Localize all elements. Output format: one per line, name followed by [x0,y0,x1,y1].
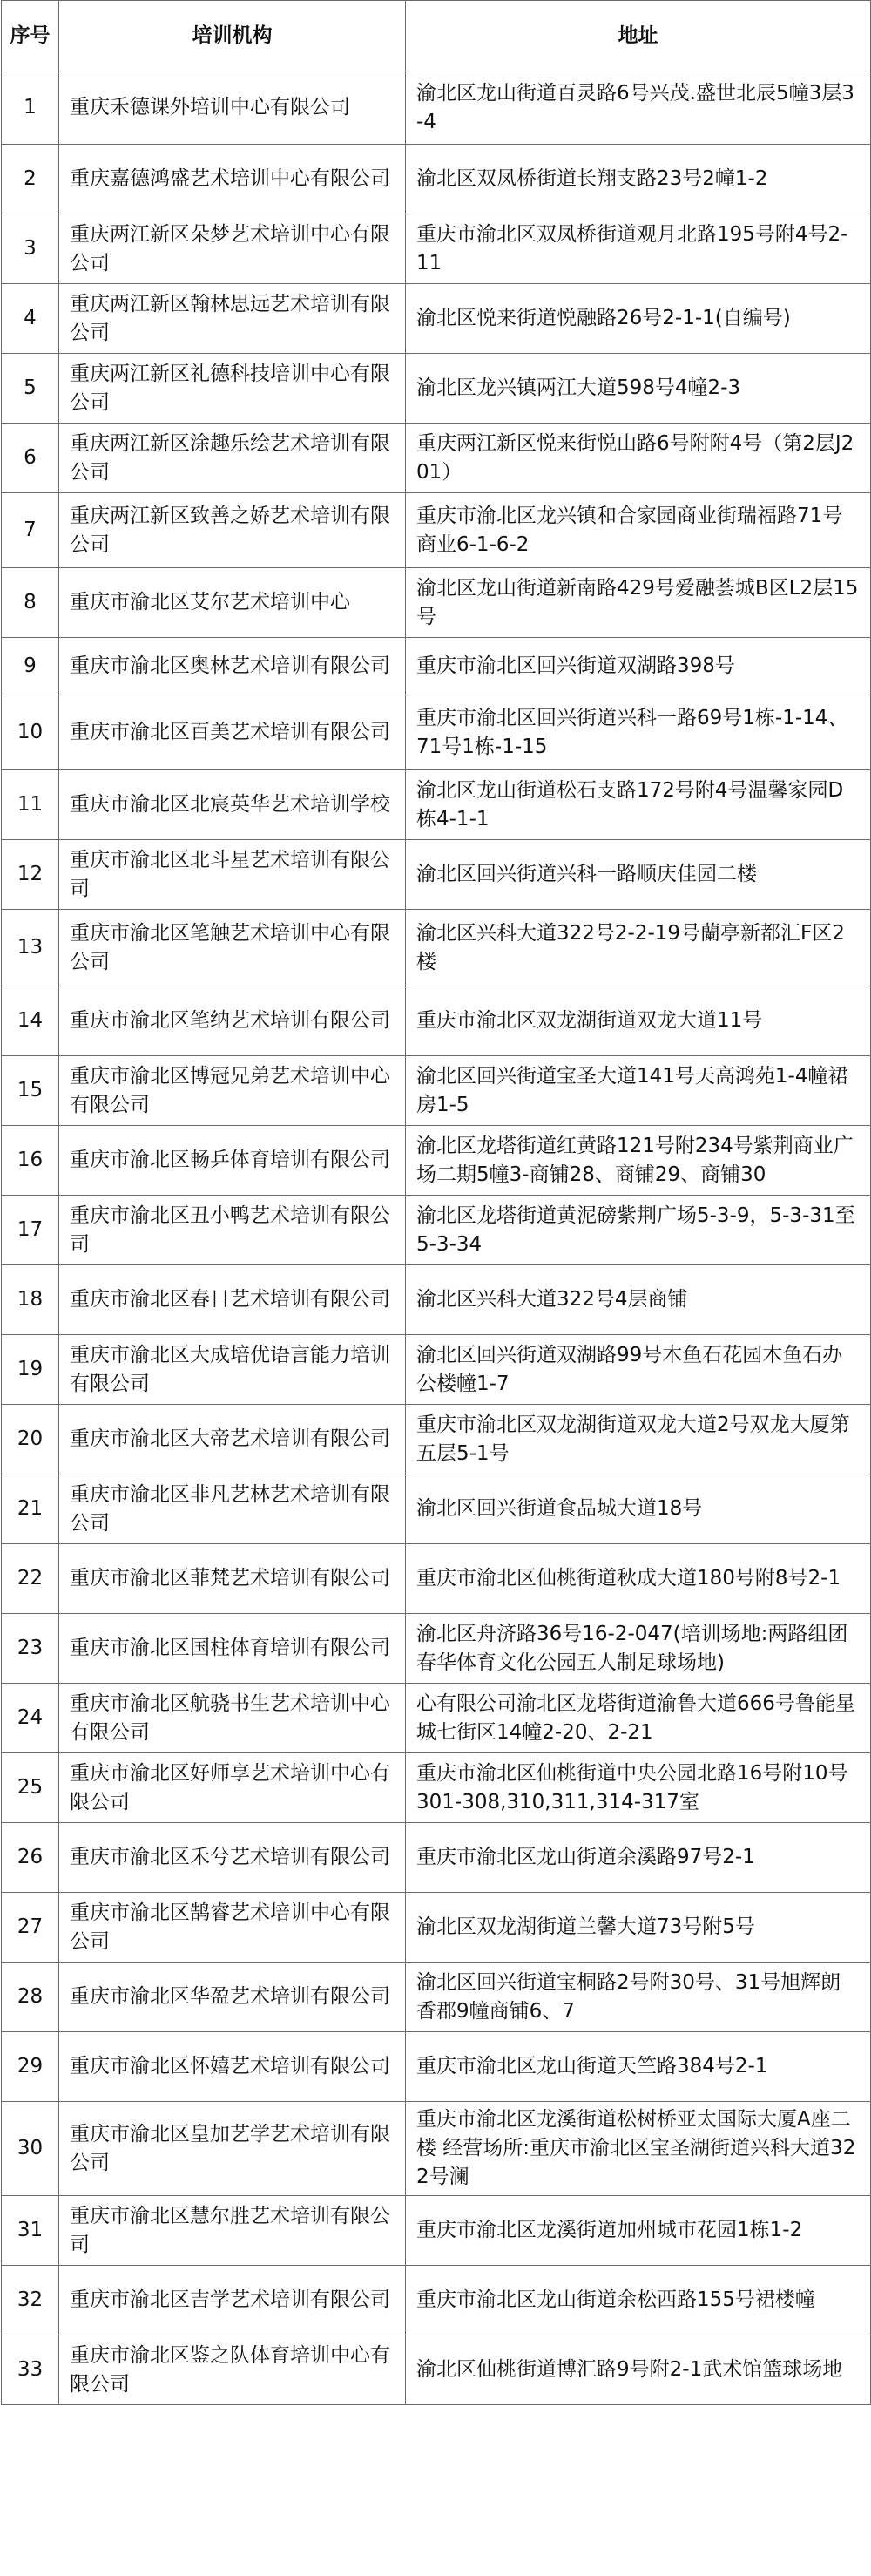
row-serial-number: 32 [2,2266,59,2335]
table-row [2,1265,871,1335]
row-serial-number: 28 [2,1963,59,2032]
row-address: 渝北区双龙湖街道兰馨大道73号附5号 [406,1893,871,1963]
table-row [2,1544,871,1614]
table-row [2,1405,871,1474]
header-institution: 培训机构 [59,1,406,71]
row-address: 重庆市渝北区回兴街道双湖路398号 [406,638,871,695]
header-serial-number: 序号 [2,1,59,71]
table-row [2,1196,871,1265]
row-serial-number: 18 [2,1265,59,1335]
row-institution-name: 重庆市渝北区菲梵艺术培训有限公司 [59,1544,406,1614]
header-address: 地址 [406,1,871,71]
row-address: 渝北区舟济路36号16-2-047(培训场地:两路组团春华体育文化公园五人制足球场地) [406,1614,871,1684]
row-address: 渝北区仙桃街道博汇路9号附2-1武术馆篮球场地 [406,2335,871,2405]
row-serial-number: 1 [2,71,59,145]
row-address: 重庆两江新区悦来街悦山路6号附附4号（第2层J201） [406,424,871,493]
row-serial-number: 21 [2,1474,59,1544]
row-address: 渝北区龙塔街道红黄路121号附234号紫荆商业广场二期5幢3-商铺28、商铺29、商铺30 [406,1126,871,1196]
table-header-row [2,1,871,71]
row-institution-name: 重庆市渝北区鹄睿艺术培训中心有限公司 [59,1893,406,1963]
table-row [2,1823,871,1893]
row-address: 渝北区龙山街道新南路429号爱融荟城B区L2层15号 [406,568,871,638]
table-row [2,1753,871,1823]
row-address: 心有限公司渝北区龙塔街道渝鲁大道666号鲁能星城七街区14幢2-20、2-21 [406,1684,871,1753]
table-row [2,986,871,1056]
row-serial-number: 11 [2,770,59,840]
row-institution-name: 重庆市渝北区皇加艺学艺术培训有限公司 [59,2102,406,2196]
row-serial-number: 29 [2,2032,59,2102]
row-institution-name: 重庆禾德课外培训中心有限公司 [59,71,406,145]
row-institution-name: 重庆市渝北区航骁书生艺术培训中心有限公司 [59,1684,406,1753]
row-serial-number: 23 [2,1614,59,1684]
row-institution-name: 重庆市渝北区百美艺术培训有限公司 [59,695,406,770]
row-address: 渝北区兴科大道322号4层商铺 [406,1265,871,1335]
table-row [2,840,871,910]
row-institution-name: 重庆市渝北区好师享艺术培训中心有限公司 [59,1753,406,1823]
row-institution-name: 重庆两江新区翰林思远艺术培训有限公司 [59,284,406,354]
row-serial-number: 30 [2,2102,59,2196]
row-institution-name: 重庆市渝北区春日艺术培训有限公司 [59,1265,406,1335]
row-serial-number: 7 [2,493,59,568]
table-row [2,1126,871,1196]
row-address: 渝北区龙山街道百灵路6号兴茂.盛世北辰5幢3层3-4 [406,71,871,145]
row-serial-number: 9 [2,638,59,695]
row-address: 重庆市渝北区双凤桥街道观月北路195号附4号2-11 [406,214,871,284]
row-address: 重庆市渝北区龙兴镇和合家园商业街瑞福路71号商业6-1-6-2 [406,493,871,568]
row-institution-name: 重庆市渝北区畅乒体育培训有限公司 [59,1126,406,1196]
row-institution-name: 重庆市渝北区笔纳艺术培训有限公司 [59,986,406,1056]
row-institution-name: 重庆市渝北区华盈艺术培训有限公司 [59,1963,406,2032]
row-institution-name: 重庆市渝北区国柱体育培训有限公司 [59,1614,406,1684]
row-address: 重庆市渝北区回兴街道兴科一路69号1栋-1-14、71号1栋-1-15 [406,695,871,770]
row-address: 重庆市渝北区双龙湖街道双龙大道2号双龙大厦第五层5-1号 [406,1405,871,1474]
row-institution-name: 重庆市渝北区大成培优语言能力培训有限公司 [59,1335,406,1405]
row-institution-name: 重庆市渝北区鉴之队体育培训中心有限公司 [59,2335,406,2405]
row-serial-number: 22 [2,1544,59,1614]
table-row [2,493,871,568]
row-serial-number: 25 [2,1753,59,1823]
row-address: 重庆市渝北区仙桃街道中央公园北路16号附10号301-308,310,311,314-317室 [406,1753,871,1823]
row-institution-name: 重庆市渝北区北宸英华艺术培训学校 [59,770,406,840]
row-serial-number: 10 [2,695,59,770]
row-address: 渝北区悦来街道悦融路26号2-1-1(自编号) [406,284,871,354]
row-serial-number: 2 [2,145,59,214]
row-institution-name: 重庆两江新区致善之娇艺术培训有限公司 [59,493,406,568]
row-address: 渝北区龙兴镇两江大道598号4幢2-3 [406,354,871,424]
row-serial-number: 13 [2,910,59,986]
row-institution-name: 重庆市渝北区艾尔艺术培训中心 [59,568,406,638]
table-row [2,1893,871,1963]
table-row [2,770,871,840]
row-serial-number: 8 [2,568,59,638]
row-serial-number: 20 [2,1405,59,1474]
row-address: 渝北区兴科大道322号2-2-19号蘭亭新都汇F区2楼 [406,910,871,986]
table-row [2,638,871,695]
row-serial-number: 16 [2,1126,59,1196]
row-institution-name: 重庆市渝北区非凡艺林艺术培训有限公司 [59,1474,406,1544]
table-row [2,354,871,424]
row-institution-name: 重庆市渝北区博冠兄弟艺术培训中心有限公司 [59,1056,406,1126]
row-serial-number: 33 [2,2335,59,2405]
row-serial-number: 5 [2,354,59,424]
row-institution-name: 重庆市渝北区怀嬉艺术培训有限公司 [59,2032,406,2102]
row-address: 重庆市渝北区仙桃街道秋成大道180号附8号2-1 [406,1544,871,1614]
row-address: 渝北区龙塔街道黄泥磅紫荆广场5-3-9，5-3-31至5-3-34 [406,1196,871,1265]
row-address: 重庆市渝北区双龙湖街道双龙大道11号 [406,986,871,1056]
row-serial-number: 12 [2,840,59,910]
table-row [2,1614,871,1684]
row-serial-number: 27 [2,1893,59,1963]
row-serial-number: 14 [2,986,59,1056]
table-row [2,2266,871,2335]
table-row [2,568,871,638]
table-row [2,214,871,284]
row-serial-number: 24 [2,1684,59,1753]
row-institution-name: 重庆市渝北区奥林艺术培训有限公司 [59,638,406,695]
table-row [2,695,871,770]
table-body [2,71,871,2405]
row-serial-number: 3 [2,214,59,284]
table-row [2,2032,871,2102]
table-row [2,910,871,986]
table-row [2,2335,871,2405]
table-row [2,284,871,354]
table-row [2,424,871,493]
row-serial-number: 31 [2,2196,59,2266]
row-serial-number: 6 [2,424,59,493]
training-institutions-table [1,0,871,2405]
row-institution-name: 重庆市渝北区北斗星艺术培训有限公司 [59,840,406,910]
table-row [2,1335,871,1405]
table-row [2,2196,871,2266]
row-institution-name: 重庆嘉德鸿盛艺术培训中心有限公司 [59,145,406,214]
row-institution-name: 重庆市渝北区丑小鸭艺术培训有限公司 [59,1196,406,1265]
row-address: 重庆市渝北区龙山街道余松西路155号裙楼幢 [406,2266,871,2335]
row-address: 渝北区回兴街道食品城大道18号 [406,1474,871,1544]
row-address: 渝北区回兴街道双湖路99号木鱼石花园木鱼石办公楼幢1-7 [406,1335,871,1405]
row-address: 渝北区回兴街道兴科一路顺庆佳园二楼 [406,840,871,910]
row-institution-name: 重庆市渝北区禾兮艺术培训有限公司 [59,1823,406,1893]
row-serial-number: 19 [2,1335,59,1405]
row-serial-number: 4 [2,284,59,354]
row-serial-number: 17 [2,1196,59,1265]
row-address: 渝北区龙山街道松石支路172号附4号温馨家园D栋4-1-1 [406,770,871,840]
row-serial-number: 15 [2,1056,59,1126]
row-address: 重庆市渝北区龙山街道天竺路384号2-1 [406,2032,871,2102]
row-address: 渝北区回兴街道宝桐路2号附30号、31号旭辉朗香郡9幢商铺6、7 [406,1963,871,2032]
row-institution-name: 重庆市渝北区慧尔胜艺术培训有限公司 [59,2196,406,2266]
row-address: 重庆市渝北区龙溪街道松树桥亚太国际大厦A座二楼 经营场所:重庆市渝北区宝圣湖街道兴科大道322号澜 [406,2102,871,2196]
table-row [2,1474,871,1544]
table-row [2,1056,871,1126]
row-institution-name: 重庆两江新区礼德科技培训中心有限公司 [59,354,406,424]
table-row [2,145,871,214]
table-row [2,1684,871,1753]
row-serial-number: 26 [2,1823,59,1893]
row-institution-name: 重庆市渝北区笔触艺术培训中心有限公司 [59,910,406,986]
row-institution-name: 重庆市渝北区大帝艺术培训有限公司 [59,1405,406,1474]
row-address: 渝北区回兴街道宝圣大道141号天高鸿苑1-4幢裙房1-5 [406,1056,871,1126]
table-row [2,2102,871,2196]
row-institution-name: 重庆市渝北区吉学艺术培训有限公司 [59,2266,406,2335]
table-row [2,1963,871,2032]
row-address: 渝北区双凤桥街道长翔支路23号2幢1-2 [406,145,871,214]
row-institution-name: 重庆两江新区朵梦艺术培训中心有限公司 [59,214,406,284]
row-address: 重庆市渝北区龙溪街道加州城市花园1栋1-2 [406,2196,871,2266]
row-address: 重庆市渝北区龙山街道余溪路97号2-1 [406,1823,871,1893]
row-institution-name: 重庆两江新区涂趣乐绘艺术培训有限公司 [59,424,406,493]
table-row [2,71,871,145]
